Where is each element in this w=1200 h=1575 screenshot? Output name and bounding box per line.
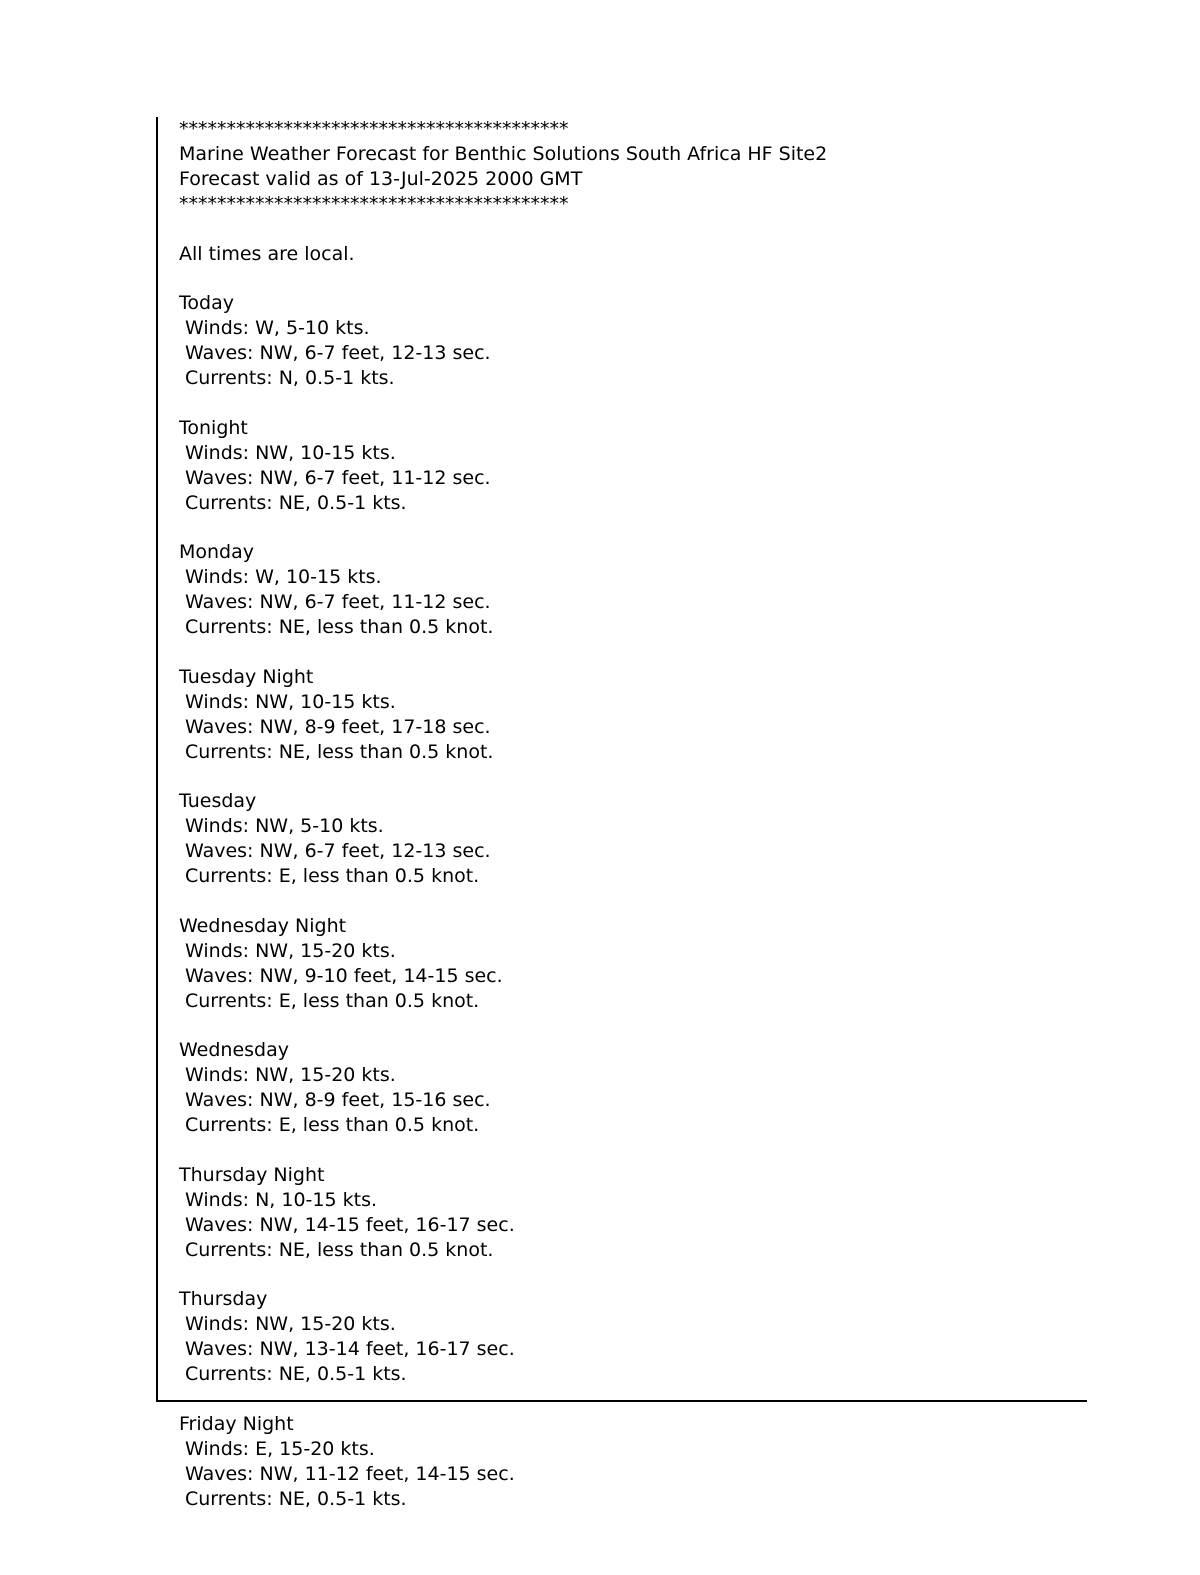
divider-top: *****************************************: [179, 118, 569, 140]
winds-line: Winds: NW, 10-15 kts.: [185, 441, 396, 464]
times-note: All times are local.: [179, 242, 355, 265]
forecast-section-monday: [179, 540, 1087, 640]
waves-line: Waves: NW, 6-7 feet, 12-13 sec.: [185, 840, 491, 863]
spacer: [179, 217, 1087, 242]
currents-line: Currents: NE, 0.5-1 kts.: [185, 1487, 407, 1510]
page-text-frame: [156, 117, 1087, 1402]
waves-line: Waves: NW, 8-9 feet, 15-16 sec.: [185, 1089, 491, 1112]
forecast-section-thursday: [179, 1287, 1087, 1387]
waves-line: Waves: NW, 13-14 feet, 16-17 sec.: [185, 1338, 515, 1361]
winds-line: Winds: W, 5-10 kts.: [185, 317, 370, 340]
section-name: Tuesday: [179, 790, 257, 813]
waves-line: Waves: NW, 6-7 feet, 11-12 sec.: [185, 591, 491, 614]
section-name: Wednesday: [179, 1039, 290, 1062]
forecast-valid-line: Forecast valid as of 13-Jul-2025 2000 GMT: [179, 167, 583, 190]
waves-line: Waves: NW, 11-12 feet, 14-15 sec.: [185, 1462, 515, 1485]
winds-line: Winds: NW, 5-10 kts.: [185, 815, 384, 838]
currents-line: Currents: N, 0.5-1 kts.: [185, 367, 395, 390]
winds-line: Winds: W, 10-15 kts.: [185, 566, 382, 589]
currents-line: Currents: NE, less than 0.5 knot.: [185, 616, 494, 639]
currents-line: Currents: NE, 0.5-1 kts.: [185, 1363, 407, 1386]
winds-line: Winds: NW, 15-20 kts.: [185, 1313, 396, 1336]
currents-line: Currents: E, less than 0.5 knot.: [185, 865, 480, 888]
currents-line: Currents: NE, less than 0.5 knot.: [185, 1238, 494, 1261]
forecast-section-friday-night: [156, 1412, 1087, 1512]
waves-line: Waves: NW, 8-9 feet, 17-18 sec.: [185, 715, 491, 738]
forecast-section-wednesday: [179, 1038, 1087, 1138]
forecast-section-wednesday-night: [179, 914, 1087, 1014]
waves-line: Waves: NW, 9-10 feet, 14-15 sec.: [185, 964, 503, 987]
section-name: Monday: [179, 541, 255, 564]
currents-line: Currents: E, less than 0.5 knot.: [185, 1114, 480, 1137]
section-name: Tonight: [179, 416, 248, 439]
forecast-section-tuesday: [179, 789, 1087, 889]
waves-line: Waves: NW, 6-7 feet, 12-13 sec.: [185, 342, 491, 365]
section-name: Thursday Night: [179, 1163, 325, 1186]
section-name: Tuesday Night: [179, 665, 314, 688]
waves-line: Waves: NW, 14-15 feet, 16-17 sec.: [185, 1213, 515, 1236]
winds-line: Winds: NW, 10-15 kts.: [185, 690, 396, 713]
divider-bottom: *****************************************: [179, 192, 569, 215]
forecast-section-thursday-night: [179, 1163, 1087, 1263]
winds-line: Winds: NW, 15-20 kts.: [185, 1064, 396, 1087]
winds-line: Winds: E, 15-20 kts.: [185, 1437, 375, 1460]
forecast-section-tonight: [179, 416, 1087, 516]
section-name: Today: [179, 292, 234, 315]
currents-line: Currents: E, less than 0.5 knot.: [185, 989, 480, 1012]
currents-line: Currents: NE, 0.5-1 kts.: [185, 491, 407, 514]
forecast-section-today: [179, 291, 1087, 391]
forecast-document: [156, 117, 1087, 1512]
section-name: Thursday: [179, 1288, 268, 1311]
winds-line: Winds: N, 10-15 kts.: [185, 1188, 378, 1211]
waves-line: Waves: NW, 6-7 feet, 11-12 sec.: [185, 466, 491, 489]
winds-line: Winds: NW, 15-20 kts.: [185, 939, 396, 962]
section-name: Friday Night: [179, 1413, 294, 1436]
section-name: Wednesday Night: [179, 914, 347, 937]
forecast-title: Marine Weather Forecast for Benthic Solutions South Africa HF Site2: [179, 142, 828, 165]
forecast-section-tuesday-night: [179, 665, 1087, 765]
currents-line: Currents: NE, less than 0.5 knot.: [185, 740, 494, 763]
